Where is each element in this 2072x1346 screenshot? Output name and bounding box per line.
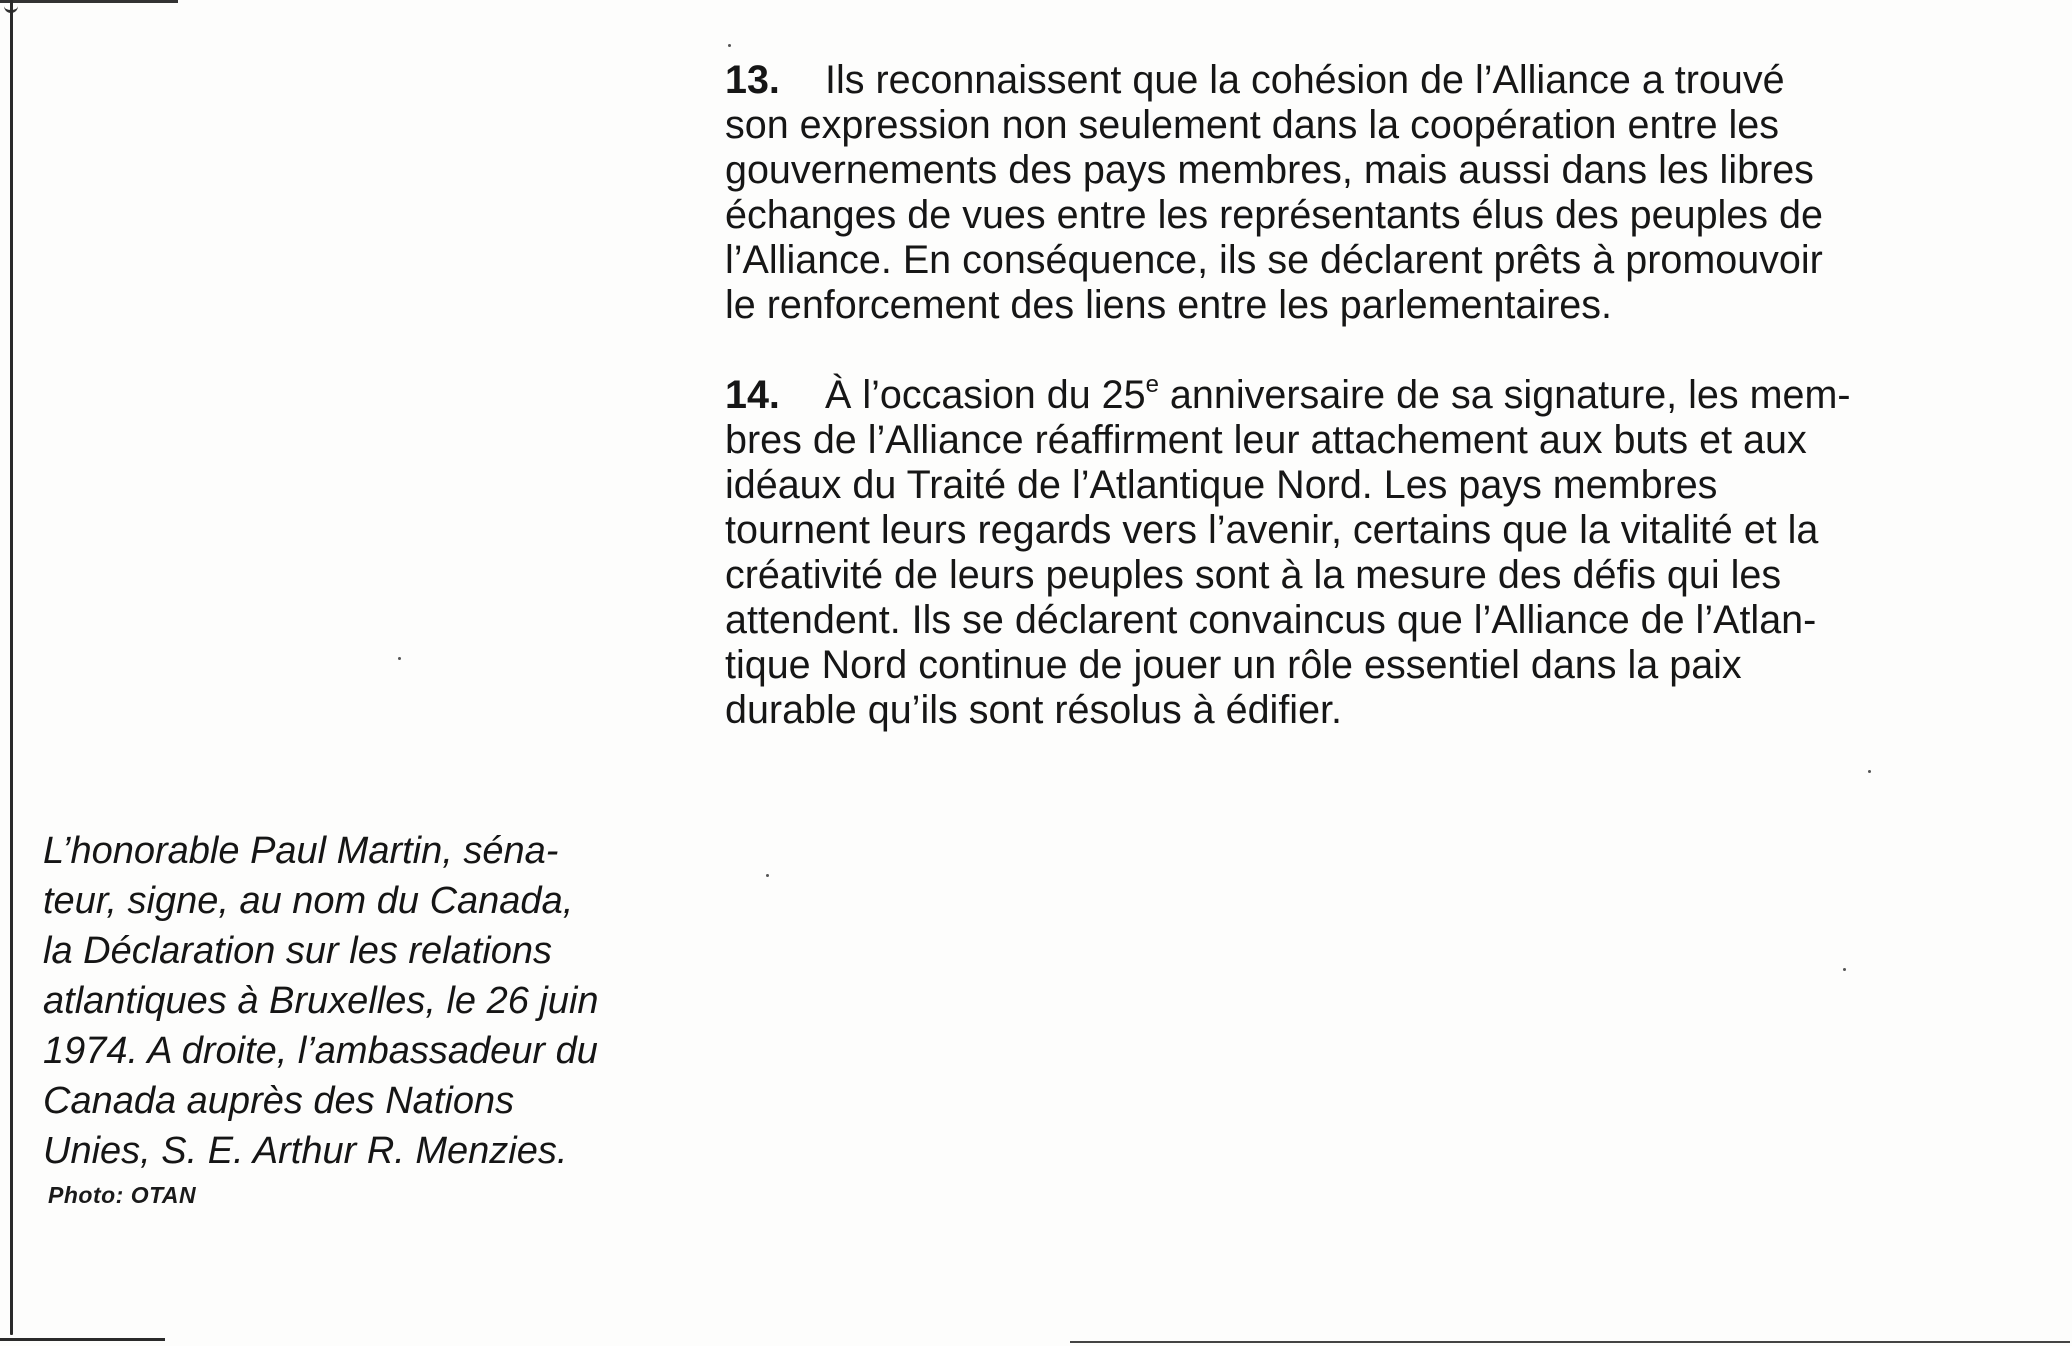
- paragraph-13-line: le renforcement des liens entre les parlementaires.: [725, 283, 1612, 327]
- paragraph-14-line-text: anniversaire de sa signature, les mem-: [1158, 373, 1851, 417]
- scan-speck: [728, 44, 731, 47]
- scan-edge-left-rule: [10, 0, 13, 1335]
- paragraph-13-line: échanges de vues entre les représentants élus des peuples de: [725, 193, 1823, 237]
- paragraph-14-line: tique Nord continue de jouer un rôle essentiel dans la paix: [725, 643, 1742, 687]
- scan-speck: [398, 657, 401, 660]
- paragraph-13-line: l’Alliance. En conséquence, ils se déclarent prêts à promouvoir: [725, 238, 1823, 282]
- scan-edge-bottom-right-rule: [1070, 1341, 2070, 1343]
- paragraph-14-line: créativité de leurs peuples sont à la mesure des défis qui les: [725, 553, 1782, 597]
- scan-speck: [766, 874, 769, 877]
- paragraph-14-line: [725, 370, 1970, 418]
- scan-edge-top-mark: [0, 0, 178, 3]
- paragraph-13-line: gouvernements des pays membres, mais aussi dans les libres: [725, 148, 1814, 192]
- photo-caption: [43, 826, 693, 1176]
- paragraph-14-line: idéaux du Traité de l’Atlantique Nord. Les pays membres: [725, 463, 1718, 507]
- caption-line: la Déclaration sur les relations: [43, 930, 553, 972]
- scan-edge-bottom-left-rule: [0, 1338, 165, 1341]
- paragraph-13: [725, 58, 1970, 328]
- paragraph-14-line: tournent leurs regards vers l’avenir, certains que la vitalité et la: [725, 508, 1819, 552]
- photo-credit: Photo: OTAN: [48, 1182, 197, 1208]
- caption-line: L’honorable Paul Martin, séna-: [43, 830, 559, 872]
- caption-line: teur, signe, au nom du Canada,: [43, 880, 574, 922]
- paragraph-14-number: 14.: [725, 373, 780, 417]
- main-text-column: [725, 58, 1970, 778]
- paragraph-14-line: attendent. Ils se déclarent convaincus que l’Alliance de l’Atlan-: [725, 598, 1817, 642]
- caption-line: Unies, S. E. Arthur R. Menzies.: [43, 1130, 568, 1172]
- paragraph-14: [725, 370, 1970, 733]
- ordinal-superscript: e: [1145, 370, 1159, 398]
- paragraph-14-line: bres de l’Alliance réaffirment leur attachement aux buts et aux: [725, 418, 1807, 462]
- caption-line: Canada auprès des Nations: [43, 1080, 515, 1122]
- paragraph-13-line: [725, 58, 1970, 103]
- paragraph-13-line: son expression non seulement dans la coopération entre les: [725, 103, 1780, 147]
- paragraph-13-line-text: Ils reconnaissent que la cohésion de l’Alliance a trouvé: [825, 58, 1785, 102]
- paragraph-13-number: 13.: [725, 58, 780, 102]
- caption-line: atlantiques à Bruxelles, le 26 juin: [43, 980, 599, 1022]
- paragraph-14-line-text: À l’occasion du 25: [825, 373, 1146, 417]
- caption-line: 1974. A droite, l’ambassadeur du: [43, 1030, 598, 1072]
- paragraph-14-line: durable qu’ils sont résolus à édifier.: [725, 688, 1342, 732]
- scan-speck: [1843, 968, 1846, 971]
